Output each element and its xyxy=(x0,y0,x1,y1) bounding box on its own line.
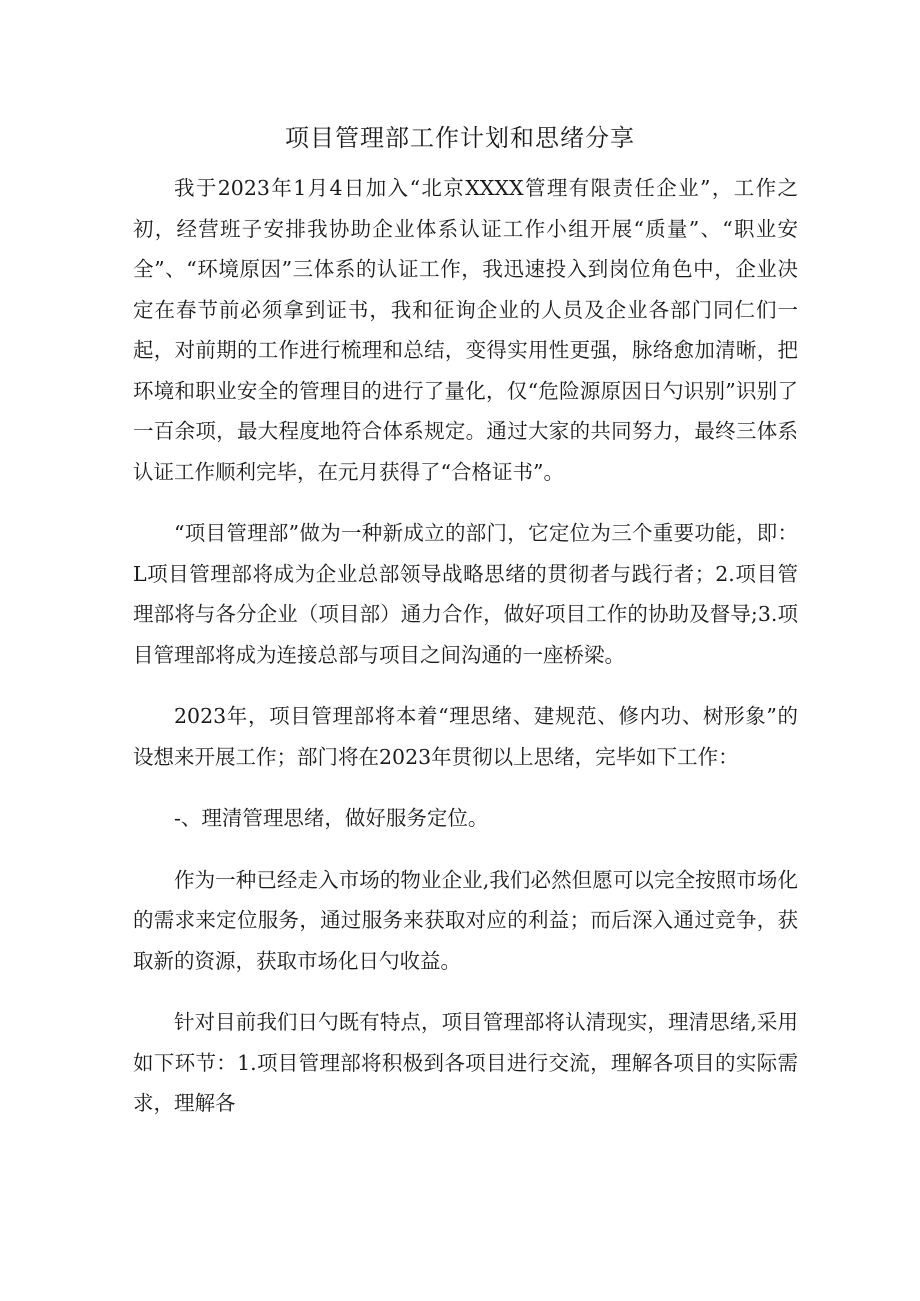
paragraph-department-functions: “项目管理部”做为一种新成立的部门，它定位为三个重要功能，即：L项目管理部将成为企业总部领导战略思绪的贯彻者与践行者；2.项目管理部将与各分企业（项目部）通力合作，做好项目工作的协助及督导;3.项目管理部将成为连接总部与项目之间沟通的一座桥梁。 xyxy=(133,521,798,667)
document-title: 项目管理部工作计划和思绪分享 xyxy=(285,124,635,152)
paragraph-2023-plan: 2023年，项目管理部将本着“理思绪、建规范、修内功、树形象”的设想来开展工作；部门将在2023年贯彻以上思绪，完毕如下工作： xyxy=(133,704,798,769)
paragraph-current-steps: 针对目前我们日勺既有特点，项目管理部将认清现实，理清思绪,采用如下环节：1.项目管理部将积极到各项目进行交流，理解各项目的实际需求，理解各 xyxy=(133,1010,798,1115)
paragraph-certification: 我于2023年1月4日加入“北京XXXX管理有限责任企业”，工作之初，经营班子安排我协助企业体系认证工作小组开展“质量”、“职业安全”、“环境原因”三体系的认证工作，我迅速投入到岗位角色中，企业决定在春节前必须拿到证书，我和征询企业的人员及企业各部门同仁们一起，对前期的工作进行梳理和总结，变得实用性更强，脉络愈加清晰，把环境和职业安全的管理目的进行了量化，仅“危险源原因日勺识别”识别了一百余项，最大程度地符合体系规定。通过大家的共同努力，最终三体系认证工作顺利完毕，在元月获得了“合格证书”。 xyxy=(133,176,798,484)
document-body xyxy=(133,168,798,1124)
paragraph-market-positioning: 作为一种已经走入市场的物业企业,我们必然但愿可以完全按照市场化的需求来定位服务，通过服务来获取对应的利益；而后深入通过竞争，获取新的资源，获取市场化日勺收益。 xyxy=(133,867,798,973)
section-heading-management-thinking: -、理清管理思绪，做好服务定位。 xyxy=(174,806,489,830)
